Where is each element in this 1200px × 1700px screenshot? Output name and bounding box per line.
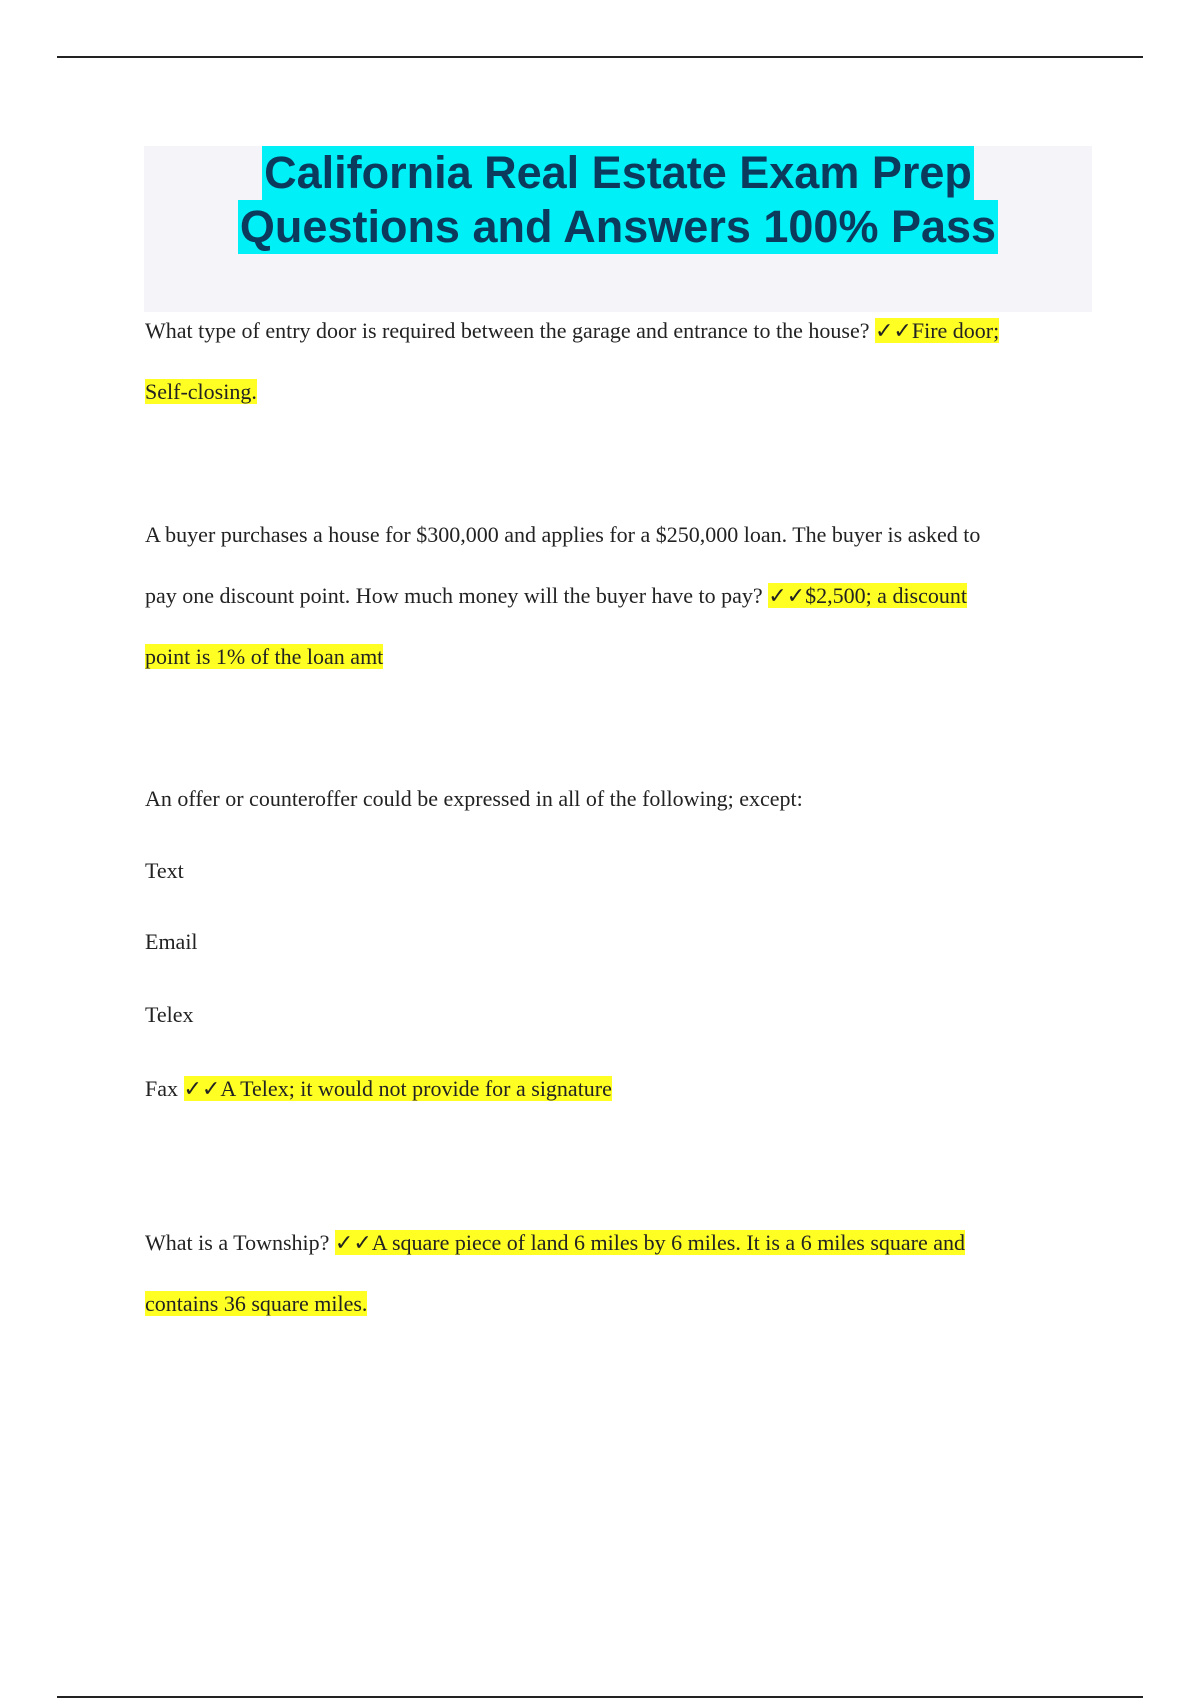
option-item [145, 1058, 612, 1119]
question-text: What is a Township? [145, 1230, 330, 1255]
option-item [145, 840, 184, 901]
option-text: Telex [145, 1002, 194, 1027]
qa-item-1 [145, 300, 1095, 422]
question-text: An offer or counteroffer could be expressed in all of the following; except: [145, 786, 803, 811]
answer-text-continued: point is 1% of the loan amt [145, 644, 384, 669]
answer-text-continued: contains 36 square miles. [145, 1291, 368, 1316]
bottom-rule [57, 1696, 1143, 1698]
option-item [145, 911, 198, 972]
top-rule [57, 56, 1143, 58]
qa-item-2 [145, 504, 1095, 687]
answer-text: ✓✓Fire door; [874, 318, 1000, 343]
title-box [144, 146, 1092, 312]
qa-item-3-question [145, 768, 1095, 829]
option-item [145, 984, 194, 1045]
option-text: Text [145, 858, 184, 883]
document-title-line-1: California Real Estate Exam Prep [264, 147, 972, 198]
answer-text-continued: Self-closing. [145, 379, 257, 404]
option-text: Email [145, 929, 198, 954]
question-text-continued: pay one discount point. How much money will the buyer have to pay? [145, 583, 763, 608]
answer-text: ✓✓A Telex; it would not provide for a signature [183, 1076, 612, 1101]
answer-text: ✓✓$2,500; a discount [768, 583, 967, 608]
qa-item-4 [145, 1212, 1095, 1334]
document-title-line-2: Questions and Answers 100% Pass [239, 201, 997, 252]
question-text: What type of entry door is required between the garage and entrance to the house? [145, 318, 870, 343]
question-text: A buyer purchases a house for $300,000 and applies for a $250,000 loan. The buyer is asked to [145, 522, 981, 547]
answer-text: ✓✓A square piece of land 6 miles by 6 miles. It is a 6 miles square and [334, 1230, 966, 1255]
option-text: Fax [145, 1076, 178, 1101]
